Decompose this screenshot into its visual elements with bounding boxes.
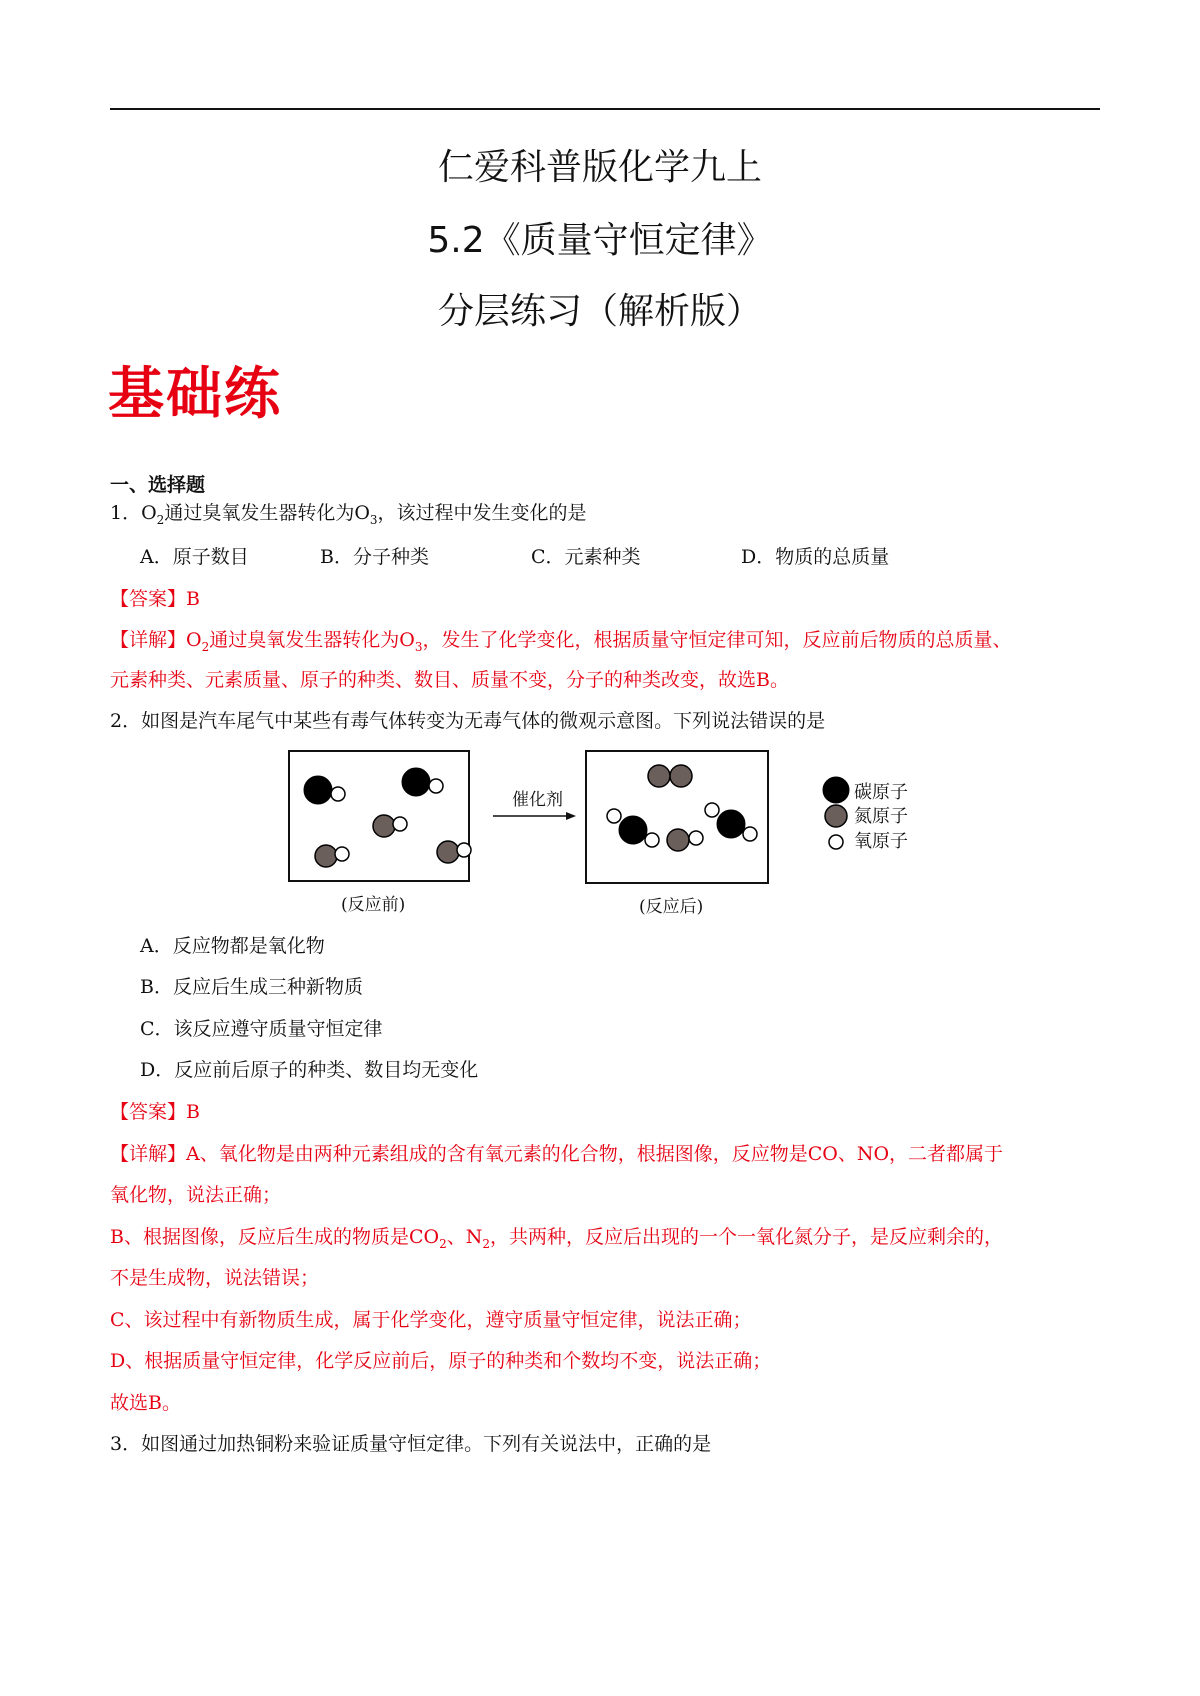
before-label: (反应前) [341, 895, 406, 915]
co2-molecule [607, 809, 659, 847]
q2-detail-line4: 不是生成物，说法错误； [110, 1267, 320, 1289]
q2-detail-line2: 氧化物，说法正确； [110, 1184, 282, 1206]
doc-title-line1: 仁爱科普版化学九上 [437, 147, 762, 188]
oxygen-atom-icon [829, 835, 843, 849]
q1-option-a: A．原子数目 [140, 546, 249, 568]
q2-option-b: B．反应后生成三种新物质 [140, 976, 363, 998]
q1-option-d: D．物质的总质量 [741, 546, 890, 568]
q1-detail-line1: 【详解】$O_2$通过臭氧发生器转化为$O_3$，发生了化学变化，根据质量守恒定律可知，反应前后物质的总质量、 [110, 629, 1012, 654]
q1-option-c: C．元素种类 [531, 546, 641, 568]
no-molecule [315, 845, 349, 867]
q2-detail-line5: C、该过程中有新物质生成，属于化学变化，遵守质量守恒定律，说法正确； [110, 1309, 752, 1331]
section-subheading: 一、选择题 [110, 474, 206, 496]
no-molecule [667, 829, 703, 851]
co-molecule [304, 776, 345, 804]
co-molecule [402, 768, 443, 796]
q2-option-d: D．反应前后原子的种类、数目均无变化 [140, 1059, 479, 1081]
legend-carbon: 碳原子 [854, 782, 908, 803]
q2-detail-line1: 【详解】A、氧化物是由两种元素组成的含有氧元素的化合物，根据图像，反应物是CO、NO，二者都属于 [110, 1143, 1004, 1165]
header-rule [110, 108, 1100, 110]
q1-answer: 【答案】B [110, 588, 200, 610]
q2-stem: 2．如图是汽车尾气中某些有毒气体转变为无毒气体的微观示意图。下列说法错误的是 [110, 710, 826, 732]
legend-oxygen: 氧原子 [854, 831, 908, 852]
carbon-atom-icon [823, 777, 849, 803]
doc-title-line3: 分层练习（解析版） [437, 291, 762, 332]
q3-stem: 3．如图通过加热铜粉来验证质量守恒定律。下列有关说法中，正确的是 [110, 1433, 712, 1455]
q2-answer: 【答案】B [110, 1101, 200, 1123]
n2-molecule [648, 765, 692, 787]
q2-option-a: A．反应物都是氧化物 [140, 935, 325, 957]
section-heading: 基础练 [108, 362, 282, 427]
q2-option-c: C．该反应遵守质量守恒定律 [140, 1018, 383, 1040]
q2-detail-line7: 故选B。 [110, 1392, 181, 1414]
co2-molecule [705, 803, 757, 841]
q1-detail-line2: 元素种类、元素质量、原子的种类、数目、质量不变，分子的种类改变，故选B。 [110, 669, 789, 691]
doc-title-line2: 5.2《质量守恒定律》 [427, 220, 773, 261]
q2-detail-line6: D、根据质量守恒定律，化学反应前后，原子的种类和个数均不变，说法正确； [110, 1350, 772, 1372]
legend-nitrogen: 氮原子 [854, 806, 908, 827]
q2-detail-line3: B、根据图像，反应后生成的物质是$CO_2$、$N_2$，共两种，反应后出现的一个一氧化氮分子，是反应剩余的， [110, 1226, 1004, 1251]
after-label: (反应后) [639, 897, 704, 917]
no-molecule [437, 841, 471, 863]
nitrogen-atom-icon [825, 805, 847, 827]
no-molecule [373, 815, 407, 837]
q1-option-b: B．分子种类 [320, 546, 429, 568]
reaction-diagram [286, 748, 926, 928]
catalyst-label: 催化剂 [512, 790, 563, 810]
arrow-head-icon [566, 812, 576, 820]
q1-stem: 1．$O_2$通过臭氧发生器转化为$O_3$，该过程中发生变化的是 [110, 502, 587, 527]
